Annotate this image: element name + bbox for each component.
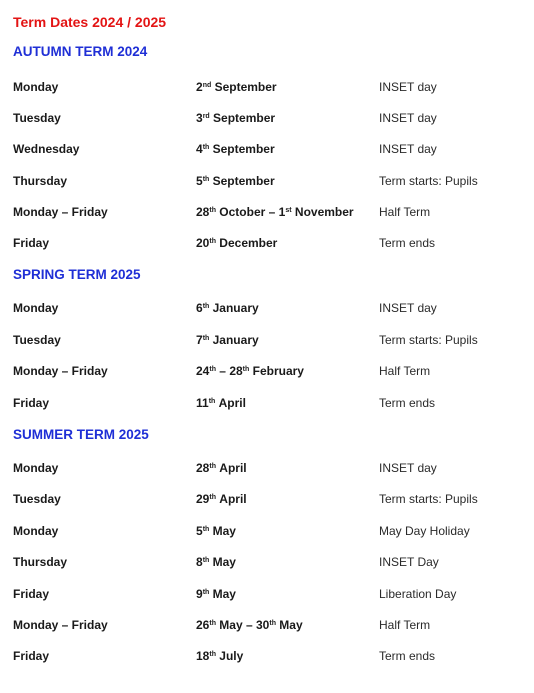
date-month-text: October –: [215, 205, 279, 219]
date-day-number: 28: [196, 205, 210, 219]
day-cell: Tuesday: [13, 333, 61, 347]
term-date-row: [0, 616, 534, 634]
day-cell: Friday: [13, 396, 50, 410]
date-ordinal-suffix: th: [269, 620, 276, 627]
date-month-text: May: [275, 618, 303, 632]
date-ordinal-suffix: th: [209, 366, 216, 373]
date-ordinal-suffix: th: [209, 620, 216, 627]
term-date-row: [0, 172, 534, 190]
event-cell: Half Term: [379, 618, 431, 632]
date-ordinal-suffix: th: [209, 238, 216, 245]
date-day-number: 11: [196, 396, 209, 410]
event-cell: Term ends: [379, 396, 436, 410]
day-cell: Friday: [13, 236, 50, 250]
term-date-row: [0, 140, 534, 158]
date-day-number: 8: [196, 555, 203, 569]
date-day-number: 7: [196, 333, 203, 347]
date-day-number: 9: [196, 587, 203, 601]
event-cell: Term ends: [379, 236, 436, 250]
date-day-number: 4: [196, 142, 203, 156]
date-cell: [196, 616, 303, 634]
date-cell: [196, 299, 259, 317]
date-ordinal-suffix: th: [202, 303, 210, 310]
day-cell: Monday – Friday: [13, 618, 108, 632]
day-cell: Friday: [13, 587, 50, 601]
date-cell: [196, 172, 275, 190]
event-cell: Term starts: Pupils: [379, 174, 478, 188]
day-cell: Monday: [13, 301, 59, 315]
term-date-row: [0, 362, 534, 380]
day-cell: Wednesday: [13, 142, 80, 156]
term-date-row: [0, 459, 534, 477]
date-ordinal-suffix: nd: [202, 82, 212, 89]
date-month-text: April: [215, 396, 246, 410]
date-month-text: September: [211, 80, 277, 94]
date-cell: [196, 140, 275, 158]
date-day-number: 30: [256, 618, 270, 632]
term-heading: AUTUMN TERM 2024: [13, 44, 148, 59]
date-month-text: September: [209, 111, 276, 125]
date-ordinal-suffix: th: [242, 366, 250, 373]
event-cell: Half Term: [379, 364, 431, 378]
date-day-number: 18: [196, 649, 210, 663]
date-cell: [196, 331, 259, 349]
date-cell: [196, 553, 236, 571]
date-cell: [196, 109, 275, 127]
date-cell: [196, 647, 243, 665]
day-cell: Friday: [13, 649, 50, 663]
term-date-row: [0, 585, 534, 603]
date-cell: [196, 490, 247, 508]
event-cell: INSET Day: [379, 555, 439, 569]
term-heading: SUMMER TERM 2025: [13, 427, 149, 442]
date-month-text: May: [209, 587, 236, 601]
term-date-row: [0, 553, 534, 571]
page-title: Term Dates 2024 / 2025: [13, 14, 167, 30]
date-day-number: 5: [196, 174, 203, 188]
date-day-number: 3: [196, 111, 203, 125]
term-date-row: [0, 331, 534, 349]
event-cell: Term ends: [379, 649, 436, 663]
date-month-text: February: [249, 364, 304, 378]
date-month-text: –: [215, 364, 230, 378]
date-month-text: May: [209, 555, 236, 569]
date-cell: [196, 459, 247, 477]
date-cell: [196, 234, 277, 252]
date-month-text: January: [209, 333, 259, 347]
date-month-text: May –: [215, 618, 256, 632]
day-cell: Monday: [13, 80, 59, 94]
date-cell: [196, 362, 304, 380]
day-cell: Monday: [13, 461, 59, 475]
date-ordinal-suffix: th: [202, 557, 210, 564]
date-cell: [196, 522, 236, 540]
date-day-number: 29: [196, 492, 210, 506]
event-cell: INSET day: [379, 301, 437, 315]
date-month-text: December: [215, 236, 278, 250]
date-ordinal-suffix: th: [209, 651, 216, 658]
date-ordinal-suffix: th: [202, 335, 210, 342]
term-date-row: [0, 394, 534, 412]
day-cell: Thursday: [13, 174, 68, 188]
date-month-text: September: [209, 142, 275, 156]
date-day-number: 20: [196, 236, 210, 250]
term-date-row: [0, 203, 534, 221]
day-cell: Monday – Friday: [13, 364, 108, 378]
date-ordinal-suffix: th: [202, 176, 210, 183]
day-cell: Monday – Friday: [13, 205, 108, 219]
date-day-number: 5: [196, 524, 203, 538]
date-ordinal-suffix: th: [202, 144, 210, 151]
date-ordinal-suffix: st: [285, 207, 292, 214]
date-day-number: 24: [196, 364, 210, 378]
event-cell: Half Term: [379, 205, 431, 219]
event-cell: INSET day: [379, 461, 437, 475]
term-heading: SPRING TERM 2025: [13, 267, 141, 282]
event-cell: Liberation Day: [379, 587, 457, 601]
date-ordinal-suffix: th: [202, 589, 210, 596]
date-ordinal-suffix: th: [209, 463, 216, 470]
date-month-text: September: [209, 174, 275, 188]
event-cell: INSET day: [379, 80, 437, 94]
date-day-number: 28: [229, 364, 243, 378]
date-day-number: 28: [196, 461, 210, 475]
date-month-text: January: [209, 301, 259, 315]
day-cell: Tuesday: [13, 492, 61, 506]
date-day-number: 6: [196, 301, 203, 315]
date-month-text: July: [215, 649, 244, 663]
term-date-row: [0, 490, 534, 508]
date-ordinal-suffix: th: [202, 526, 210, 533]
event-cell: INSET day: [379, 142, 437, 156]
day-cell: Thursday: [13, 555, 68, 569]
date-ordinal-suffix: th: [208, 398, 216, 405]
date-month-text: April: [215, 492, 247, 506]
date-ordinal-suffix: rd: [202, 113, 210, 120]
date-cell: [196, 585, 236, 603]
date-month-text: November: [291, 205, 354, 219]
event-cell: Term starts: Pupils: [379, 333, 478, 347]
event-cell: May Day Holiday: [379, 524, 470, 538]
date-cell: [196, 203, 354, 221]
term-date-row: [0, 299, 534, 317]
date-month-text: May: [209, 524, 236, 538]
day-cell: Tuesday: [13, 111, 61, 125]
date-ordinal-suffix: th: [209, 207, 216, 214]
term-date-row: [0, 234, 534, 252]
date-cell: [196, 394, 246, 412]
term-date-row: [0, 522, 534, 540]
date-day-number: 26: [196, 618, 210, 632]
event-cell: INSET day: [379, 111, 437, 125]
term-date-row: [0, 109, 534, 127]
date-ordinal-suffix: th: [209, 494, 216, 501]
date-day-number: 1: [278, 205, 286, 219]
term-date-row: [0, 78, 534, 96]
event-cell: Term starts: Pupils: [379, 492, 478, 506]
date-cell: [196, 78, 277, 96]
date-day-number: 2: [196, 80, 203, 94]
term-date-row: [0, 647, 534, 665]
day-cell: Monday: [13, 524, 59, 538]
date-month-text: April: [215, 461, 247, 475]
